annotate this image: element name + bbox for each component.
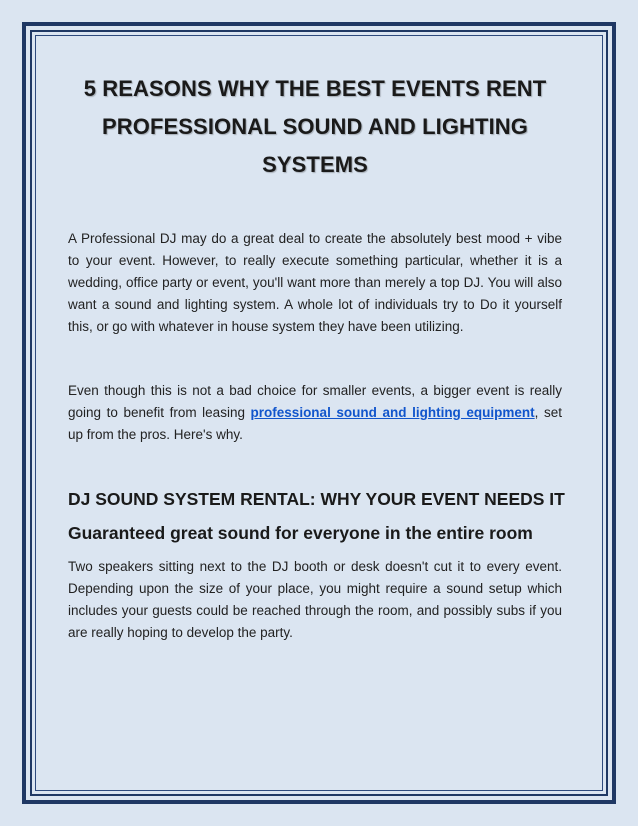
third-paragraph: Two speakers sitting next to the DJ booth or desk doesn't cut it to every event. Depending upon the size of your place, you might require a sound setup which includes your guests could be reached through the room, and possibly subs if you are really hoping to develop the party. [68,559,562,640]
second-paragraph-text-before-link: Even though this is not a bad choice for smaller events, a bigger event is really going to benefit from leasing [68,383,562,420]
document-body [68,70,565,644]
second-paragraph-text-after-link: , set up from the pros. Here's why. [68,405,563,442]
intro-paragraph: A Professional DJ may do a great deal to create the absolutely best mood + vibe to your event. However, to really execute something particular, whether it is a wedding, office party or event, you'll want more than merely a top DJ. You will also want a sound and lighting system. A whole lot of individuals try to Do it yourself this, or go with whatever in house system they have been utilizing. [68,231,562,334]
document-title: 5 REASONS WHY THE BEST EVENTS RENT PROFESSIONAL SOUND AND LIGHTING SYSTEMS [83,76,547,177]
second-paragraph [68,380,562,446]
subheading: Guaranteed great sound for everyone in the entire room [68,523,533,543]
professional-sound-lighting-link[interactable]: professional sound and lighting equipment [250,405,535,420]
section-heading: DJ SOUND SYSTEM RENTAL: WHY YOUR EVENT NEEDS IT [68,489,565,509]
